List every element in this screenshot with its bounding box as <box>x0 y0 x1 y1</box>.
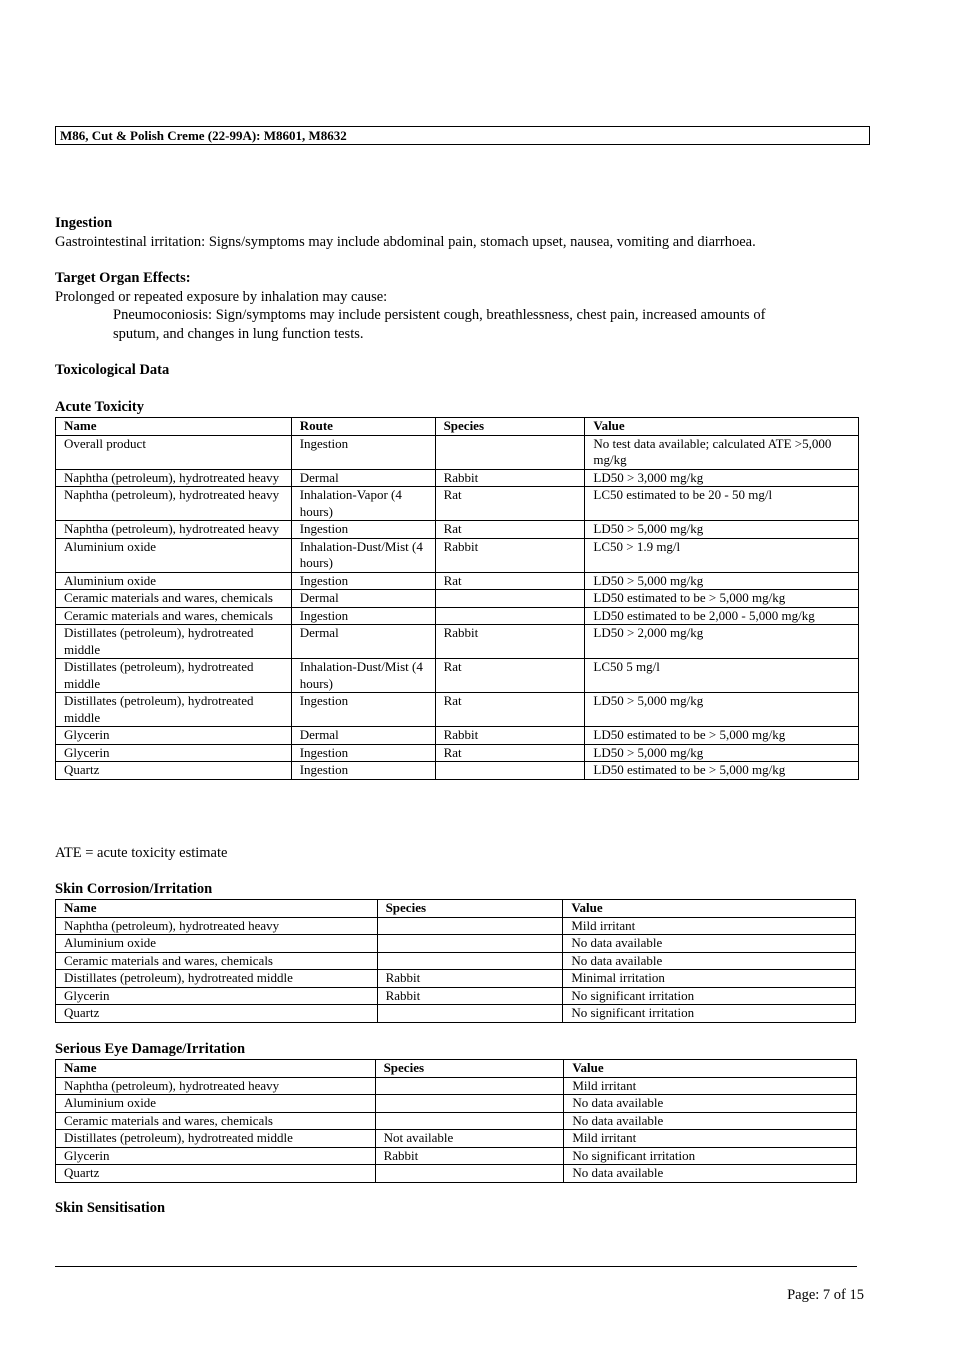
table-cell: Rat <box>435 521 585 539</box>
table-cell: Dermal <box>291 469 435 487</box>
column-header: Name <box>56 1060 376 1078</box>
table-row <box>56 935 856 953</box>
table-cell: No significant irritation <box>563 987 856 1005</box>
table-row <box>56 659 859 693</box>
table-row <box>56 572 859 590</box>
table-row <box>56 538 859 572</box>
table-cell: Rabbit <box>375 1147 564 1165</box>
table-cell: Not available <box>375 1130 564 1148</box>
table-cell: Minimal irritation <box>563 970 856 988</box>
table-cell: Rabbit <box>435 727 585 745</box>
table-cell: Naphtha (petroleum), hydrotreated heavy <box>56 1077 376 1095</box>
ingestion-heading: Ingestion <box>55 215 113 231</box>
table-cell: Rabbit <box>377 987 563 1005</box>
table-cell: Ceramic materials and wares, chemicals <box>56 607 292 625</box>
table-cell: LD50 estimated to be > 5,000 mg/kg <box>585 727 859 745</box>
table-row <box>56 762 859 780</box>
table-row <box>56 1165 857 1183</box>
table-cell: Dermal <box>291 590 435 608</box>
table-cell: LD50 > 5,000 mg/kg <box>585 521 859 539</box>
table-cell: Distillates (petroleum), hydrotreated middle <box>56 625 292 659</box>
table-cell: Distillates (petroleum), hydrotreated middle <box>56 1130 376 1148</box>
table-cell: Ingestion <box>291 762 435 780</box>
table-cell: Glycerin <box>56 744 292 762</box>
table-cell: Mild irritant <box>564 1077 857 1095</box>
table-cell: Mild irritant <box>564 1130 857 1148</box>
table-row <box>56 952 856 970</box>
table-header-row <box>56 418 859 436</box>
table-row <box>56 693 859 727</box>
document-header: M86, Cut & Polish Creme (22-99A): M8601, M8632 <box>55 126 870 145</box>
table-cell: Rabbit <box>377 970 563 988</box>
table-cell: Naphtha (petroleum), hydrotreated heavy <box>56 917 378 935</box>
table-row <box>56 744 859 762</box>
table-header-row <box>56 900 856 918</box>
table-cell <box>375 1095 564 1113</box>
table-cell: Rat <box>435 693 585 727</box>
table-row <box>56 1147 857 1165</box>
table-cell: Inhalation-Dust/Mist (4 hours) <box>291 538 435 572</box>
table-header-row <box>56 1060 857 1078</box>
column-header: Value <box>585 418 859 436</box>
table-cell: Ingestion <box>291 607 435 625</box>
table-cell: LC50 5 mg/l <box>585 659 859 693</box>
table-cell: LD50 estimated to be > 5,000 mg/kg <box>585 762 859 780</box>
table-cell: Rat <box>435 487 585 521</box>
table-cell: Dermal <box>291 727 435 745</box>
skin-corrosion-table <box>55 899 856 1023</box>
table-cell <box>377 935 563 953</box>
table-cell: No significant irritation <box>563 1005 856 1023</box>
table-cell: Naphtha (petroleum), hydrotreated heavy <box>56 521 292 539</box>
table-cell: Inhalation-Vapor (4 hours) <box>291 487 435 521</box>
acute-toxicity-heading: Acute Toxicity <box>55 399 145 415</box>
table-cell <box>375 1112 564 1130</box>
table-row <box>56 469 859 487</box>
table-cell: Dermal <box>291 625 435 659</box>
table-cell: Ingestion <box>291 572 435 590</box>
footer-divider <box>55 1266 857 1267</box>
table-cell: Ceramic materials and wares, chemicals <box>56 1112 376 1130</box>
table-row <box>56 1130 857 1148</box>
table-cell: No significant irritation <box>564 1147 857 1165</box>
table-row <box>56 1112 857 1130</box>
table-cell: No data available <box>564 1095 857 1113</box>
table-cell: LD50 estimated to be > 5,000 mg/kg <box>585 590 859 608</box>
pneumoconiosis-line-2: sputum, and changes in lung function tests. <box>113 326 364 342</box>
table-row <box>56 1077 857 1095</box>
table-cell: Overall product <box>56 435 292 469</box>
table-cell: Ingestion <box>291 521 435 539</box>
table-row <box>56 435 859 469</box>
table-cell: Ingestion <box>291 435 435 469</box>
table-cell: Rabbit <box>435 625 585 659</box>
table-cell: No data available <box>564 1165 857 1183</box>
table-cell: No data available <box>563 935 856 953</box>
table-cell <box>377 917 563 935</box>
page-number: Page: 7 of 15 <box>787 1287 864 1303</box>
table-cell: Naphtha (petroleum), hydrotreated heavy <box>56 469 292 487</box>
column-header: Species <box>377 900 563 918</box>
eye-damage-heading: Serious Eye Damage/Irritation <box>55 1041 246 1057</box>
table-cell: Ceramic materials and wares, chemicals <box>56 590 292 608</box>
table-row <box>56 625 859 659</box>
table-cell: Aluminium oxide <box>56 935 378 953</box>
table-cell: No test data available; calculated ATE >5,000 mg/kg <box>585 435 859 469</box>
table-cell <box>435 762 585 780</box>
eye-damage-table <box>55 1059 857 1183</box>
table-cell: Aluminium oxide <box>56 572 292 590</box>
table-cell: Aluminium oxide <box>56 1095 376 1113</box>
table-row <box>56 607 859 625</box>
table-cell: LD50 > 3,000 mg/kg <box>585 469 859 487</box>
table-cell: Mild irritant <box>563 917 856 935</box>
table-row <box>56 1095 857 1113</box>
table-cell <box>435 590 585 608</box>
table-cell: LD50 estimated to be 2,000 - 5,000 mg/kg <box>585 607 859 625</box>
table-cell: Ingestion <box>291 744 435 762</box>
table-row <box>56 521 859 539</box>
table-cell: LC50 > 1.9 mg/l <box>585 538 859 572</box>
table-cell: LD50 > 5,000 mg/kg <box>585 693 859 727</box>
table-cell <box>435 607 585 625</box>
table-cell: No data available <box>563 952 856 970</box>
table-row <box>56 727 859 745</box>
table-cell: Rabbit <box>435 538 585 572</box>
table-cell: Distillates (petroleum), hydrotreated middle <box>56 693 292 727</box>
target-organ-heading: Target Organ Effects: <box>55 270 191 286</box>
column-header: Route <box>291 418 435 436</box>
table-cell: Quartz <box>56 1005 378 1023</box>
column-header: Name <box>56 900 378 918</box>
table-cell <box>377 1005 563 1023</box>
table-cell: Distillates (petroleum), hydrotreated middle <box>56 970 378 988</box>
tox-data-heading: Toxicological Data <box>55 362 170 378</box>
column-header: Species <box>375 1060 564 1078</box>
table-cell: Inhalation-Dust/Mist (4 hours) <box>291 659 435 693</box>
table-cell: Rat <box>435 659 585 693</box>
table-cell <box>377 952 563 970</box>
pneumoconiosis-line-1: Pneumoconiosis: Sign/symptoms may include persistent cough, breathlessness, chest pain, increased amounts of <box>113 307 766 323</box>
table-cell: Quartz <box>56 762 292 780</box>
table-cell: Aluminium oxide <box>56 538 292 572</box>
table-cell: Rabbit <box>435 469 585 487</box>
target-organ-intro: Prolonged or repeated exposure by inhalation may cause: <box>55 289 388 305</box>
table-cell: Quartz <box>56 1165 376 1183</box>
table-cell: Naphtha (petroleum), hydrotreated heavy <box>56 487 292 521</box>
table-cell: Rat <box>435 744 585 762</box>
table-cell: LD50 > 2,000 mg/kg <box>585 625 859 659</box>
table-cell: Ceramic materials and wares, chemicals <box>56 952 378 970</box>
table-row <box>56 1005 856 1023</box>
skin-sensitisation-heading: Skin Sensitisation <box>55 1200 166 1216</box>
column-header: Name <box>56 418 292 436</box>
table-row <box>56 970 856 988</box>
table-cell <box>435 435 585 469</box>
table-cell: Glycerin <box>56 1147 376 1165</box>
column-header: Value <box>564 1060 857 1078</box>
column-header: Species <box>435 418 585 436</box>
ingestion-text: Gastrointestinal irritation: Signs/symptoms may include abdominal pain, stomach upset, nausea, vomiting and diarrhoea. <box>55 234 756 250</box>
table-cell: Glycerin <box>56 727 292 745</box>
table-row <box>56 987 856 1005</box>
table-cell: No data available <box>564 1112 857 1130</box>
table-cell: Glycerin <box>56 987 378 1005</box>
column-header: Value <box>563 900 856 918</box>
skin-corrosion-heading: Skin Corrosion/Irritation <box>55 881 213 897</box>
table-cell <box>375 1077 564 1095</box>
table-cell: LD50 > 5,000 mg/kg <box>585 744 859 762</box>
table-row <box>56 917 856 935</box>
table-cell: Ingestion <box>291 693 435 727</box>
table-cell: Distillates (petroleum), hydrotreated middle <box>56 659 292 693</box>
acute-toxicity-table <box>55 417 859 780</box>
table-cell: LD50 > 5,000 mg/kg <box>585 572 859 590</box>
table-cell <box>375 1165 564 1183</box>
table-cell: LC50 estimated to be 20 - 50 mg/l <box>585 487 859 521</box>
table-row <box>56 590 859 608</box>
table-cell: Rat <box>435 572 585 590</box>
table-row <box>56 487 859 521</box>
ate-note: ATE = acute toxicity estimate <box>55 845 228 861</box>
